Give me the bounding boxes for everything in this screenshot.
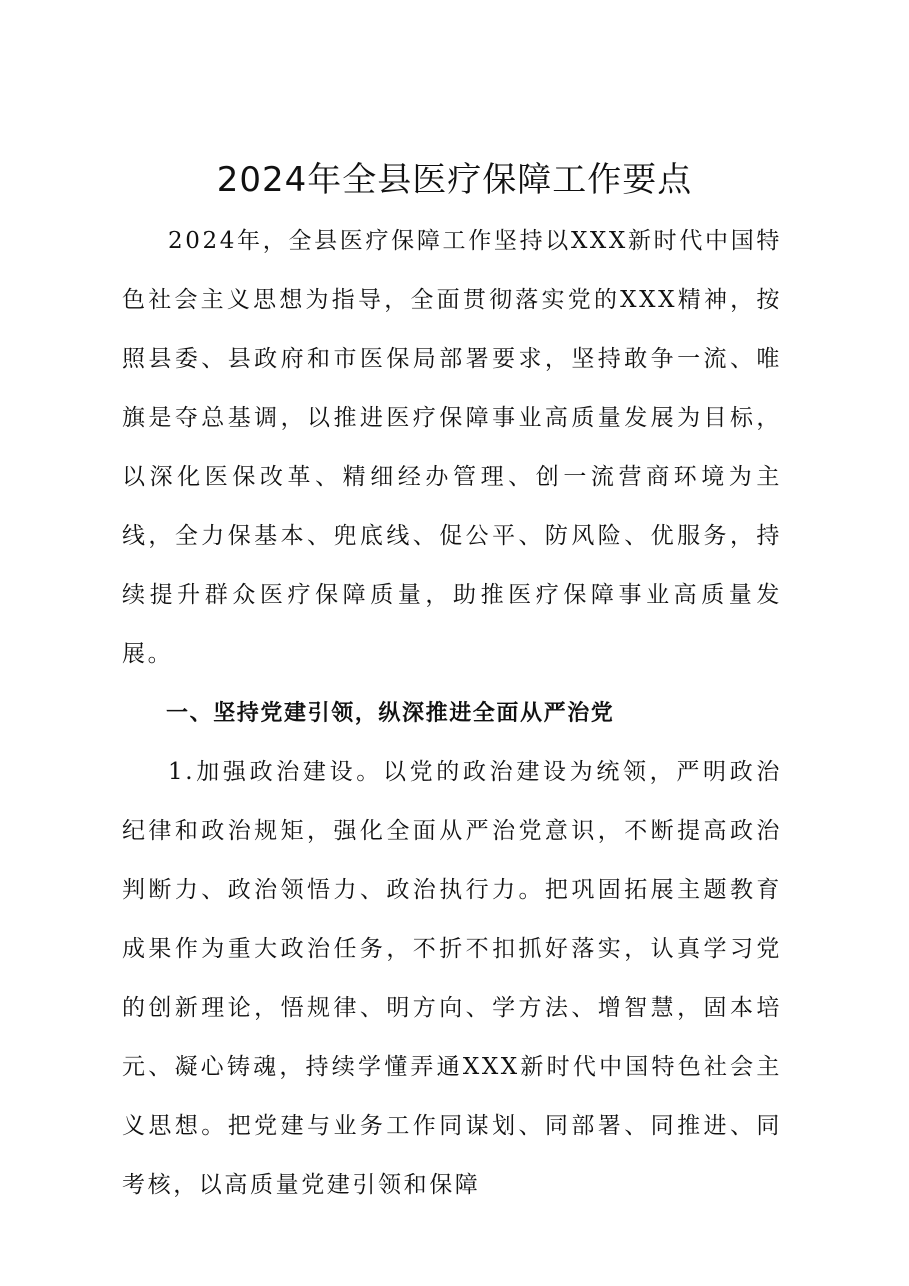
section-paragraph: 1.加强政治建设。以党的政治建设为统领，严明政治纪律和政治规矩，强化全面从严治党意识，不断提高政治判断力、政治领悟力、政治执行力。把巩固拓展主题教育成果作为重大政治任务，不折不扣抓好落实，认真学习党的创新理论，悟规律、明方向、学方法、增智慧，固本培元、凝心铸魂，持续学懂弄通XXX新时代中国特色社会主义思想。把党建与业务工作同谋划、同部署、同推进、同考核，以高质量党建引领和保障 (122, 759, 782, 1198)
intro-paragraph: 2024年，全县医疗保障工作坚持以XXX新时代中国特色社会主义思想为指导，全面贯彻落实党的XXX精神，按照县委、县政府和市医保局部署要求，坚持敢争一流、唯旗是夺总基调，以推进医疗保障事业高质量发展为目标，以深化医保改革、精细经办管理、创一流营商环境为主线，全力保基本、兜底线、促公平、防风险、优服务，持续提升群众医疗保障质量，助推医疗保障事业高质量发展。 (122, 228, 782, 667)
section-heading: 一、坚持党建引领，纵深推进全面从严治党 (166, 701, 615, 726)
document-title: 2024年全县医疗保障工作要点 (216, 160, 693, 200)
document-body (122, 212, 782, 1215)
